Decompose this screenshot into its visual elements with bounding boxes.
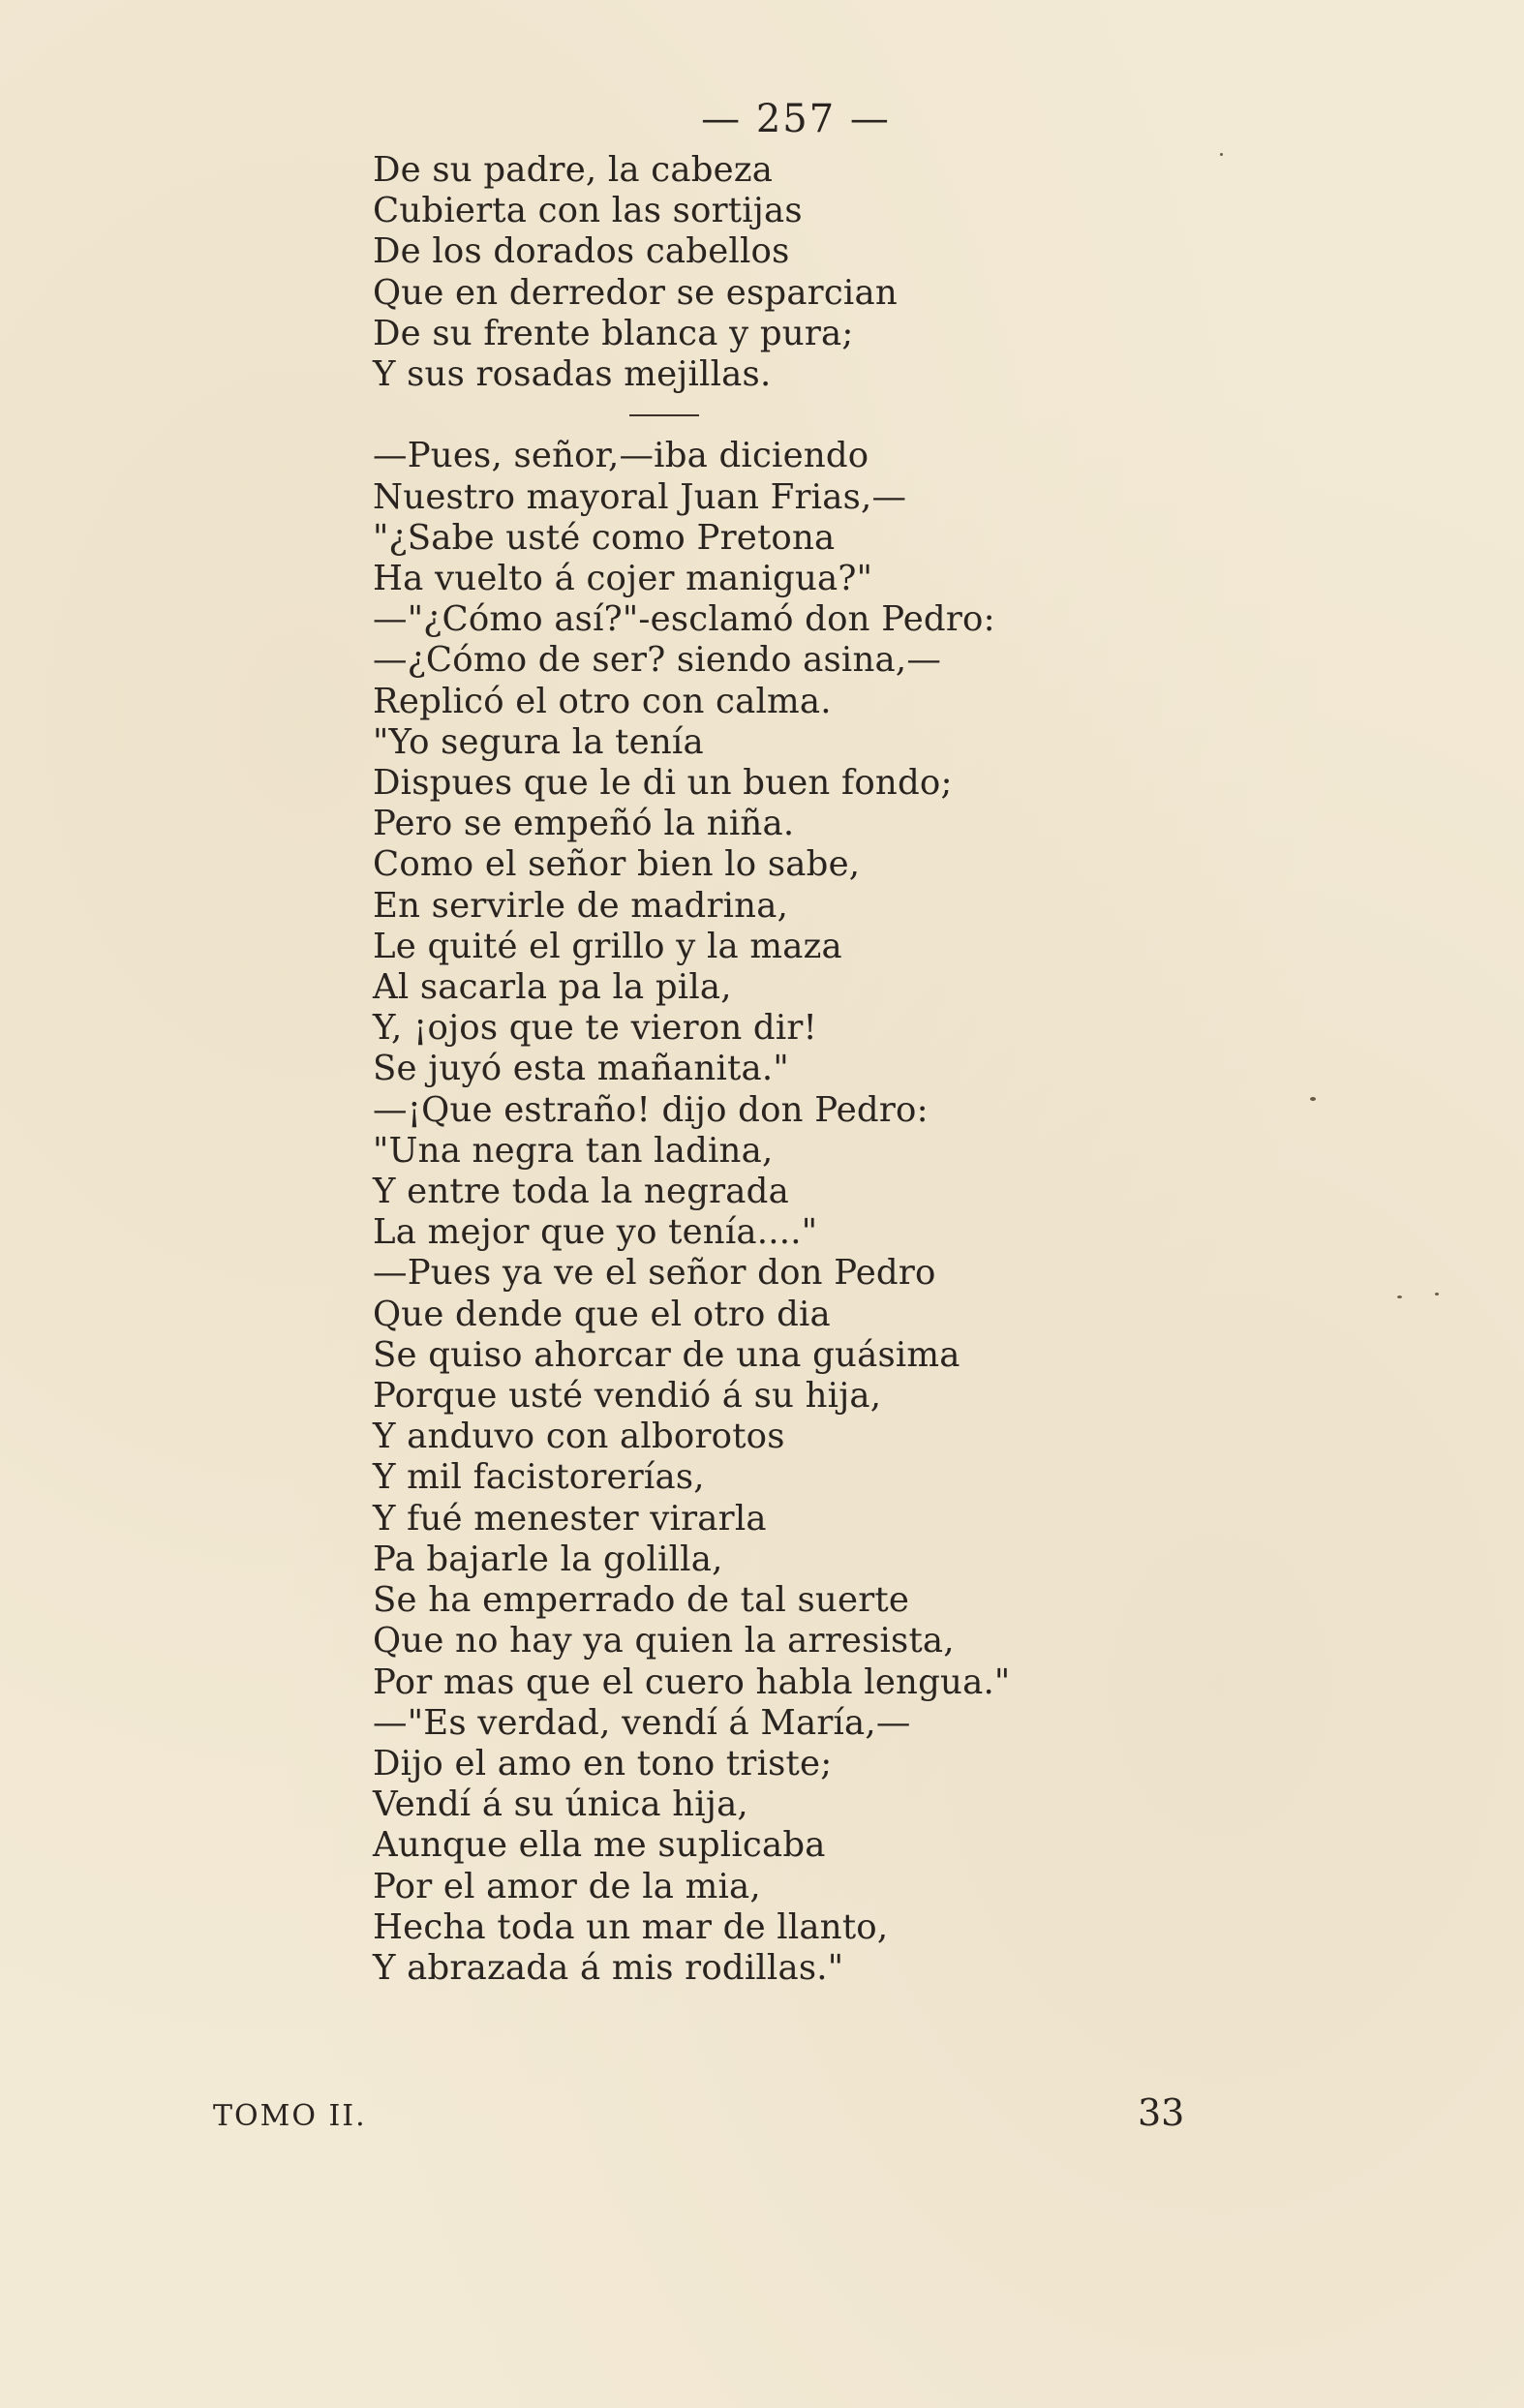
poem-line: La mejor que yo tenía...." bbox=[373, 1212, 818, 1253]
poem-line: De los dorados cabellos bbox=[373, 231, 790, 272]
stanza-second bbox=[373, 436, 1438, 1989]
poem-line: Que no hay ya quien la arresista, bbox=[373, 1621, 955, 1661]
poem-line: Por mas que el cuero habla lengua." bbox=[373, 1661, 1011, 1702]
poem-line: Se quiso ahorcar de una guásima bbox=[373, 1334, 960, 1375]
poem-line: Cubierta con las sortijas bbox=[373, 191, 803, 231]
poem-line: Hecha toda un mar de llanto, bbox=[373, 1906, 889, 1947]
poem-line: Porque usté vendió á su hija, bbox=[373, 1376, 882, 1417]
poem-line: "Una negra tan ladina, bbox=[373, 1130, 774, 1171]
paper-speck bbox=[1435, 1293, 1439, 1295]
poem-line: Y sus rosadas mejillas. bbox=[373, 354, 772, 395]
poem-line: Nuestro mayoral Juan Frias,— bbox=[373, 476, 907, 517]
paper-speck bbox=[1397, 1295, 1402, 1298]
poem-line: Dijo el amo en tono triste; bbox=[373, 1743, 833, 1783]
poem-line: Ha vuelto á cojer manigua?" bbox=[373, 559, 873, 599]
poem-line: "Yo segura la tenía bbox=[373, 721, 704, 762]
poem-line: Y, ¡ojos que te vieron dir! bbox=[373, 1008, 818, 1049]
poem-line: Se ha emperrado de tal suerte bbox=[373, 1580, 910, 1621]
poem-line: Pa bajarle la golilla, bbox=[373, 1539, 723, 1579]
poem-line: —"Es verdad, vendí á María,— bbox=[373, 1702, 911, 1743]
poem-line: —Pues, señor,—iba diciendo bbox=[373, 436, 869, 476]
poem-line: Como el señor bien lo sabe, bbox=[373, 844, 861, 885]
poem-line: Y mil facistorerías, bbox=[373, 1457, 705, 1498]
poem-line: —¡Que estraño! dijo don Pedro: bbox=[373, 1089, 929, 1130]
poem-line: Que dende que el otro dia bbox=[373, 1294, 831, 1334]
poem-line: Y entre toda la negrada bbox=[373, 1172, 789, 1212]
poem-line: Y fué menester virarla bbox=[373, 1498, 767, 1539]
poem-line: Pero se empeñó la niña. bbox=[373, 804, 795, 844]
poem-body bbox=[373, 150, 1438, 1989]
paper-speck bbox=[1310, 1097, 1316, 1101]
stanza-first bbox=[373, 150, 1438, 395]
paper-speck bbox=[1220, 153, 1223, 156]
poem-line: Que en derredor se esparcian bbox=[373, 272, 898, 313]
volume-label: TOMO II. bbox=[213, 2099, 367, 2133]
poem-line: Replicó el otro con calma. bbox=[373, 681, 832, 721]
poem-line: Le quité el grillo y la maza bbox=[373, 926, 842, 966]
poem-line: Se juyó esta mañanita." bbox=[373, 1049, 789, 1089]
poem-line: —"¿Cómo así?"-esclamó don Pedro: bbox=[373, 599, 995, 640]
poem-line: En servirle de madrina, bbox=[373, 885, 789, 926]
section-divider bbox=[373, 395, 1438, 436]
poem-line: Al sacarla pa la pila, bbox=[373, 967, 732, 1008]
poem-line: Y abrazada á mis rodillas." bbox=[373, 1947, 844, 1988]
poem-line: De su frente blanca y pura; bbox=[373, 313, 854, 353]
poem-line: Y anduvo con alborotos bbox=[373, 1417, 785, 1457]
poem-line: Por el amor de la mia, bbox=[373, 1866, 761, 1906]
signature-mark: 33 bbox=[1138, 2091, 1185, 2134]
poem-line: "¿Sabe usté como Pretona bbox=[373, 517, 836, 558]
page-number: — 257 — bbox=[701, 97, 891, 141]
poem-line: Dispues que le di un buen fondo; bbox=[373, 763, 953, 804]
poem-line: —¿Cómo de ser? siendo asina,— bbox=[373, 640, 942, 681]
poem-line: Aunque ella me suplicaba bbox=[373, 1825, 826, 1866]
poem-line: —Pues ya ve el señor don Pedro bbox=[373, 1253, 936, 1294]
poem-line: Vendí á su única hija, bbox=[373, 1784, 748, 1825]
poem-line: De su padre, la cabeza bbox=[373, 150, 774, 190]
